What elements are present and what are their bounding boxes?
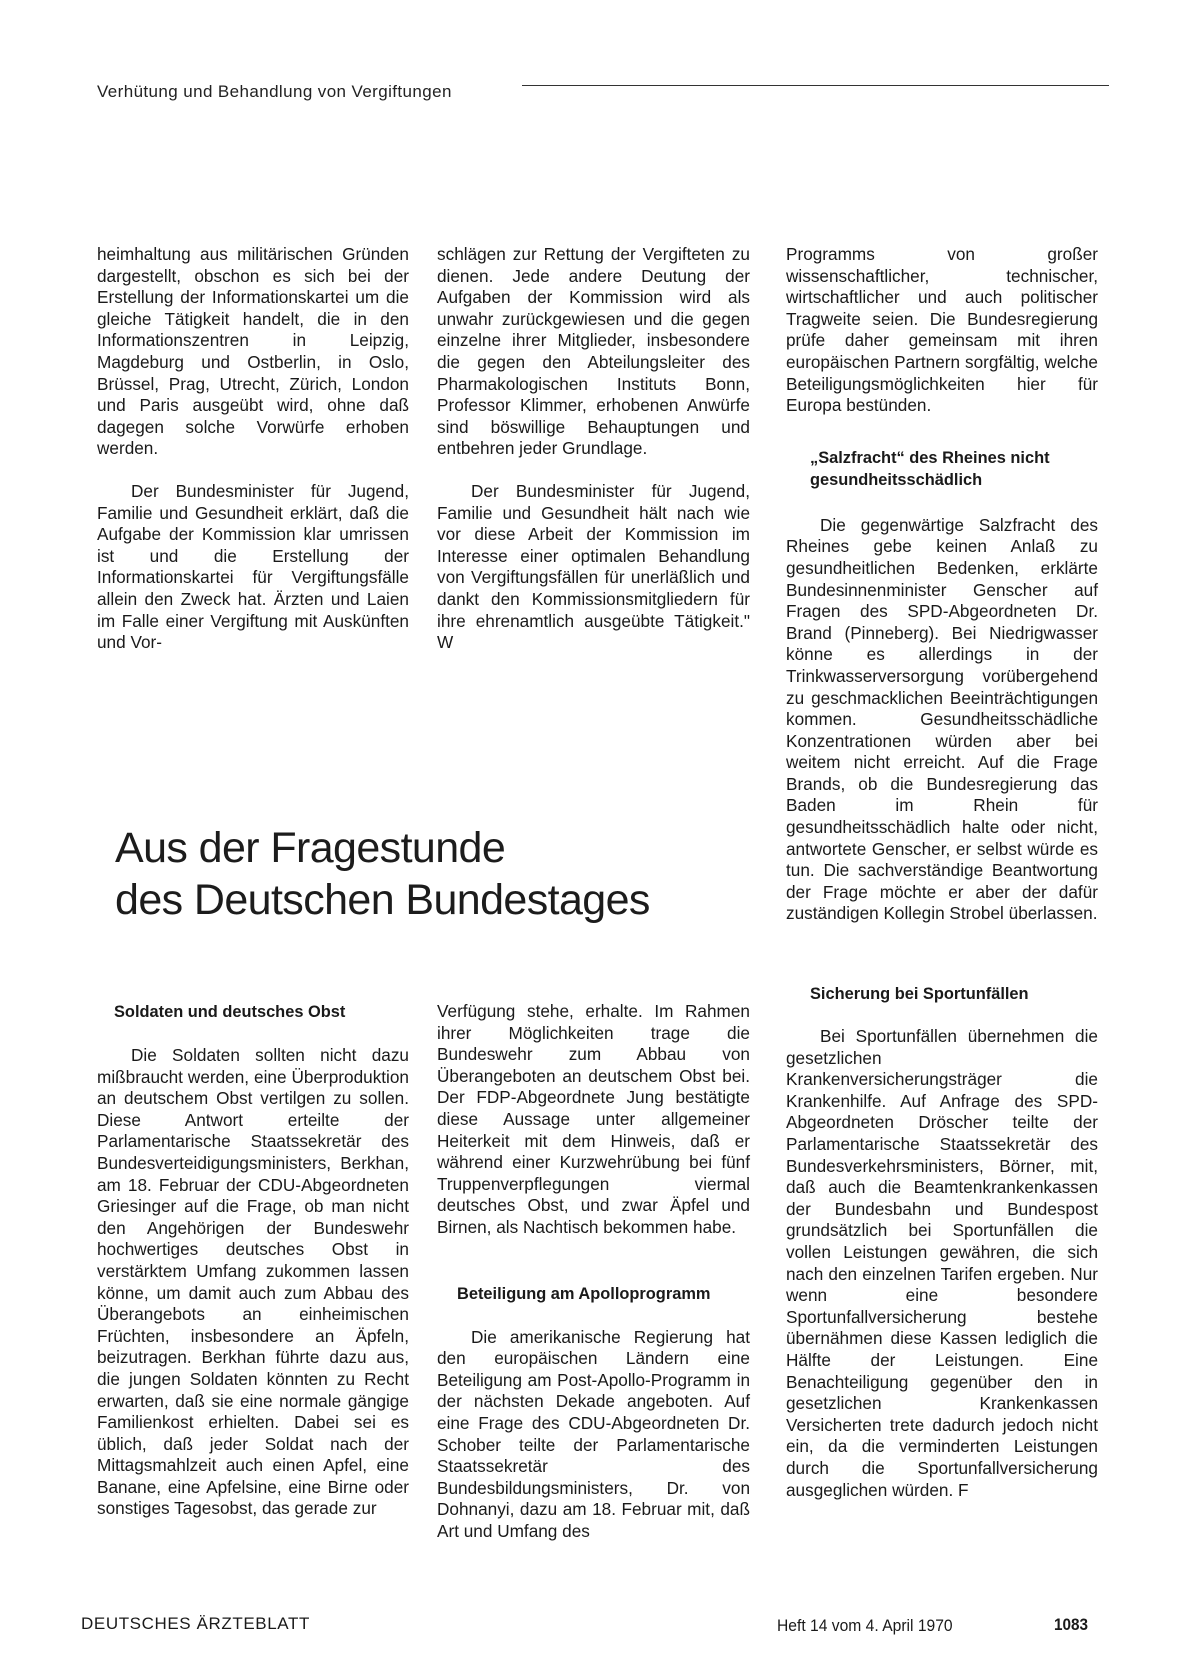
paragraph: Die Soldaten sollten nicht dazu mißbraucht werden, eine Überproduktion an deutschem Obst vertilgen zu sollen. Diese Antwort erteilte der Parlamentarische Staatssekretär des Bundesverteidigungsministers, Berkhan, am 18. Februar der CDU-Abgeordneten Griesinger auf die Frage, ob man nicht den Angehörigen der Bundeswehr hochwertiges deutsches Obst in verstärktem Umfang zukommen lassen könne, um damit auch zum Abbau des Überangebots an einheimischen Früchten, insbesondere an Äpfeln, beizutragen. Berkhan führte dazu aus, die jungen Soldaten könnten zu Recht erwarten, daß sie eine normale gängige Familienkost erhielten. Dabei sei es üblich, daß jeder Soldat nach der Mittagsmahlzeit auch einen Apfel, eine Banane, eine Apfelsine, eine Birne oder sonstiges Tagesobst, das gerade zur (97, 1045, 409, 1519)
top-column-1 (97, 244, 409, 654)
paragraph: Die gegenwärtige Salzfracht des Rheines gebe keinen Anlaß zu gesundheitlichen Bedenken, erklärte Bundesinnenminister Genscher auf Fragen des SPD-Abgeordneten Dr. Brand (Pinneberg). Bei Niedrigwasser könne es allerdings in der Trinkwasserversorgung vorübergehend zu geschmacklichen Beeinträchtigungen kommen. Gesundheitsschädliche Konzentrationen würden aber bei weitem nicht erreicht. Auf die Frage Brands, ob die Bundesregierung das Baden im Rhein für gesundheitsschädlich halte oder nicht, antwortete Genscher, er selbst würde es tun. Die sachverständige Beantwortung der Frage möchte er aber der dafür zuständigen Kollegin Strobel überlassen. (786, 514, 1098, 924)
section-title (115, 822, 735, 926)
paragraph: Verfügung stehe, erhalte. Im Rahmen ihrer Möglichkeiten trage die Bundeswehr zum Abbau von Überangeboten an deutschem Obst bei. Der FDP-Abgeordnete Jung bestätigte diese Aussage unter allgemeiner Heiterkeit mit dem Hinweis, daß er während einer Kurzwehrübung bei fünf Truppenverpflegungen viermal deutsches Obst, und zwar Äpfel und Birnen, als Nachtisch bekommen habe. (437, 1001, 750, 1237)
paragraph: schlägen zur Rettung der Vergifteten zu dienen. Jede andere Deutung der Aufgaben der Kommission wird als unwahr zurückgewiesen und die gegen einzelne ihrer Mitglieder, insbesondere die gegen den Abteilungsleiter des Pharmakologischen Instituts Bonn, Professor Klimmer, erhobenen Anwürfe sind böswillige Behauptungen und entbehren jeder Grundlage. (437, 244, 750, 459)
paragraph: Der Bundesminister für Jugend, Familie und Gesundheit hält nach wie vor diese Arbeit der Kommission im Interesse einer optimalen Behandlung von Vergiftungsfällen für unerläßlich und dankt den Kommissionsmitgliedern für ihre ehrenamtlich ausgeübte Tätigkeit." W (437, 480, 750, 653)
subheading-soldaten: Soldaten und deutsches Obst (114, 1003, 346, 1021)
journal-name: DEUTSCHES ÄRZTEBLATT (81, 1614, 310, 1633)
paragraph: heimhaltung aus militärischen Gründen dargestellt, obschon es sich bei der Erstellung der Informationskartei um die gleiche Tätigkeit handelt, die in den Informationszentren in Leipzig, Magdeburg und Ostberlin, in Oslo, Brüssel, Prag, Utrecht, Zürich, London und Paris ausgeübt wird, ohne daß dagegen solche Vorwürfe erhoben werden. (97, 244, 409, 459)
section-title-line-1: Aus der Fragestunde (115, 824, 506, 872)
subheading-line: gesundheitsschädlich (810, 470, 983, 489)
header-rule (522, 85, 1109, 86)
subheading-sportunfaelle: Sicherung bei Sportunfällen (810, 985, 1029, 1004)
subheading-apollo: Beteiligung am Apolloprogramm (457, 1284, 711, 1303)
bottom-column-2 (437, 1001, 750, 1542)
paragraph: Bei Sportunfällen übernehmen die gesetzlichen Krankenversicherungsträger die Krankenhilfe. Auf Anfrage des SPD-Abgeordneten Dröscher teilte der Parlamentarische Staatssekretär des Bundesverkehrsministers, Börner, mit, daß auch die Beamtenkrankenkassen der Bundesbahn und Bundespost grundsätzlich bei Sportunfällen die vollen Leistungen gewähren, die sich nach den einzelnen Tarifen ergeben. Nur wenn eine besondere Sportunfallversicherung bestehe übernähmen diese Kassen lediglich die Hälfte der Leistungen. Eine Benachteiligung gegenüber den in gesetzlichen Krankenkassen Versicherten trete dadurch jedoch nicht ein, da die verminderten Leistungen durch die Sportunfallversicherung ausgeglichen würden. F (786, 1026, 1098, 1500)
issue-info: Heft 14 vom 4. April 1970 (777, 1616, 953, 1635)
right-column (786, 244, 1098, 1501)
bottom-column-1 (97, 1001, 409, 1520)
section-title-line-2: des Deutschen Bundestages (115, 876, 650, 924)
top-column-2 (437, 244, 750, 654)
page-number: 1083 (1054, 1615, 1089, 1634)
paragraph: Der Bundesminister für Jugend, Familie und Gesundheit erklärt, daß die Aufgabe der Kommission klar umrissen ist und die Erstellung der Informationskartei für Vergiftungsfälle allein den Zweck hat. Ärzten und Laien im Falle einer Vergiftung mit Auskünften und Vor- (97, 480, 409, 653)
paragraph: Programms von großer wissenschaftlicher, technischer, wirtschaftlicher und auch politischer Tragweite seien. Die Bundesregierung prüfe daher gemeinsam mit ihren europäischen Partnern sorgfältig, welche Beteiligungsmöglichkeiten hier für Europa bestünden. (786, 244, 1098, 416)
paragraph: Die amerikanische Regierung hat den europäischen Ländern eine Beteiligung am Post-Apollo-Programm in der nächsten Dekade angeboten. Auf eine Frage des CDU-Abgeordneten Dr. Schober teilte der Parlamentarische Staatssekretär des Bundesbildungsministers, Dr. von Dohnanyi, dazu am 18. Februar mit, daß Art und Umfang des (437, 1326, 750, 1541)
subheading-line: „Salzfracht“ des Rheines nicht (810, 448, 1050, 467)
subheading-salzfracht (810, 447, 1098, 491)
running-head: Verhütung und Behandlung von Vergiftungen (97, 82, 452, 101)
